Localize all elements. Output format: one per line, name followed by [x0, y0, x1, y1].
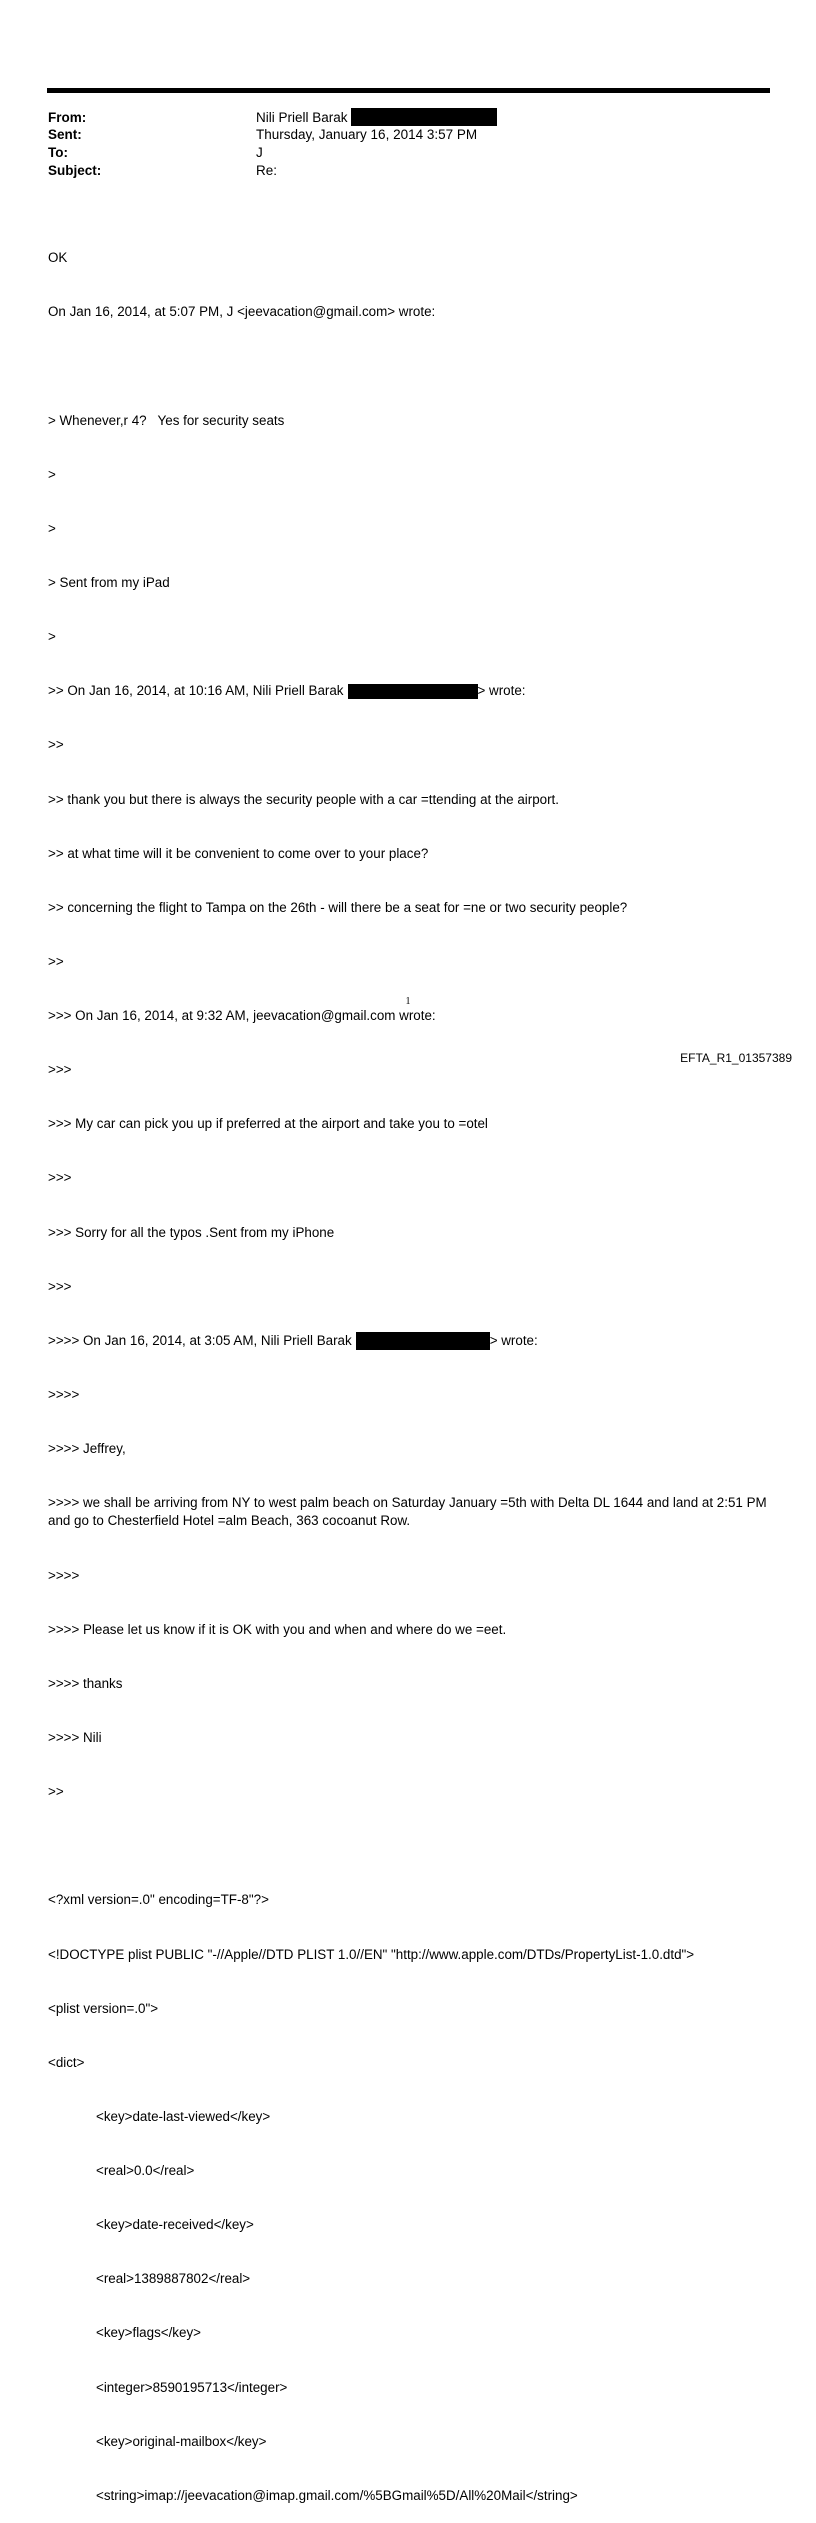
body-line: >> — [48, 953, 64, 969]
body-line: > — [48, 629, 56, 645]
subject-value: Re: — [256, 163, 278, 178]
xml-line: <real>1389887802</real> — [96, 2271, 251, 2287]
body-line: > Sent from my iPad — [48, 574, 170, 590]
xml-line: <key>date-last-viewed</key> — [96, 2108, 271, 2124]
xml-line: <!DOCTYPE plist PUBLIC "-//Apple//DTD PLIST 1.0//EN" "http://www.apple.com/DTDs/PropertyList-1.0.dtd"> — [48, 1946, 695, 1962]
body-line: >>>> thanks — [48, 1675, 123, 1691]
body-line: >> — [48, 1784, 64, 1800]
xml-line: <key>date-received</key> — [96, 2217, 254, 2233]
subject-label: Subject: — [48, 163, 102, 178]
to-row — [48, 143, 768, 162]
xml-line: <?xml version=.0" encoding=TF-8"?> — [48, 1892, 269, 1908]
body-line: >>>> — [48, 1567, 80, 1583]
body-line: >>>> Nili — [48, 1729, 102, 1745]
xml-line: <real>0.0</real> — [96, 2163, 195, 2179]
subject-row — [48, 161, 768, 180]
body-line: >>> Sorry for all the typos .Sent from my iPhone — [48, 1224, 335, 1240]
redacted-email-block — [351, 108, 497, 126]
body-line: >>> — [48, 1278, 72, 1294]
body-line — [48, 1332, 778, 1350]
quote-header-b: > wrote: — [489, 1332, 538, 1348]
body-line: >> at what time will it be convenient to come over to your place? — [48, 845, 429, 861]
body-line: > Whenever,r 4? Yes for security seats — [48, 412, 285, 428]
from-label: From: — [48, 110, 87, 125]
body-line: >>>> — [48, 1387, 80, 1403]
xml-line: <plist version=.0"> — [48, 2000, 159, 2016]
body-line: >> concerning the flight to Tampa on the 26th - will there be a seat for =ne or two security people? — [48, 899, 628, 915]
body-line: > — [48, 466, 56, 482]
xml-line: <string>imap://jeevacation@imap.gmail.com/%5BGmail%5D/All%20Mail</string> — [96, 2487, 578, 2503]
from-name: Nili Priell Barak — [256, 110, 348, 125]
sent-row — [48, 125, 768, 144]
xml-line: <integer>8590195713</integer> — [96, 2379, 288, 2395]
body-line: OK — [48, 250, 68, 266]
body-line: >>> — [48, 1170, 72, 1186]
sent-value: Thursday, January 16, 2014 3:57 PM — [256, 127, 478, 142]
redacted-email-block — [356, 1332, 490, 1350]
body-line: >> thank you but there is always the security people with a car =ttending at the airport. — [48, 791, 560, 807]
quote-header-a: >> On Jan 16, 2014, at 10:16 AM, Nili Priell Barak — [48, 683, 344, 699]
body-line: >>> — [48, 1062, 72, 1078]
to-label: To: — [48, 145, 68, 160]
bates-number: EFTA_R1_01357389 — [680, 1051, 792, 1065]
body-line — [48, 682, 778, 700]
body-line: >>> On Jan 16, 2014, at 9:32 AM, jeevacation@gmail.com wrote: — [48, 1008, 436, 1024]
body-line: > — [48, 520, 56, 536]
body-line: >> — [48, 737, 64, 753]
header-rule — [47, 88, 770, 93]
body-line: >>>> we shall be arriving from NY to west palm beach on Saturday January =5th with Delta DL 1644 and land at 2:51 PM and go to Chesterfield Hotel =alm Beach, 363 cocoanut Row. — [48, 1495, 767, 1529]
sent-label: Sent: — [48, 127, 82, 142]
quote-header-b: > wrote: — [477, 683, 526, 699]
to-value: J — [256, 145, 263, 160]
body-line: >>>> Please let us know if it is OK with you and when and where do we =eet. — [48, 1621, 507, 1637]
email-body — [48, 213, 778, 2523]
quote-header-a: >>>> On Jan 16, 2014, at 3:05 AM, Nili Priell Barak — [48, 1332, 352, 1348]
body-line: On Jan 16, 2014, at 5:07 PM, J <jeevacation@gmail.com> wrote: — [48, 304, 436, 320]
body-line: >>>> Jeffrey, — [48, 1441, 126, 1457]
page-number: 1 — [405, 996, 411, 1007]
redacted-email-block — [348, 684, 478, 699]
xml-line: <dict> — [48, 2054, 85, 2070]
xml-line: <key>flags</key> — [96, 2325, 201, 2341]
body-line: >>> My car can pick you up if preferred at the airport and take you to =otel — [48, 1116, 488, 1132]
xml-line: <key>original-mailbox</key> — [96, 2433, 267, 2449]
